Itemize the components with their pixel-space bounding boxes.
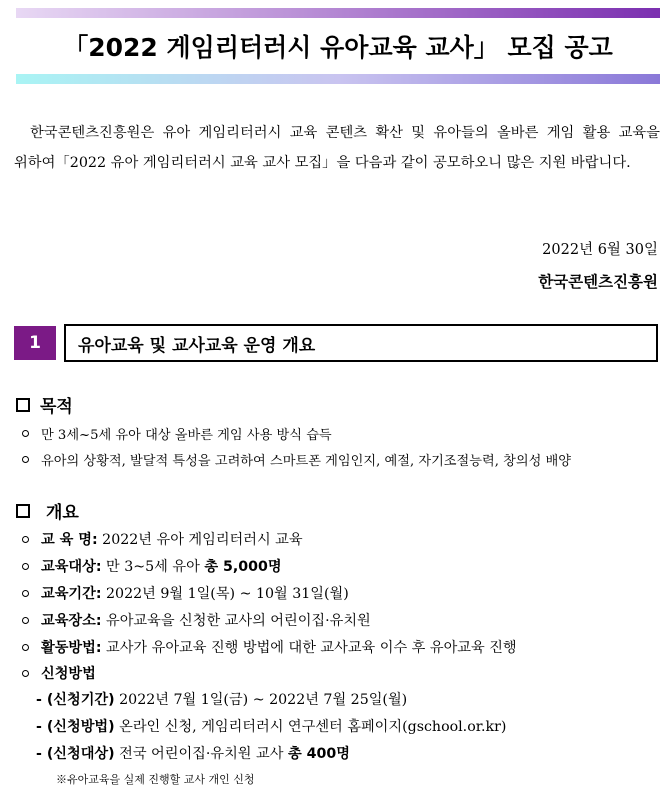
list-item: 유아의 상황적, 발달적 특성을 고려하여 스마트폰 게임인지, 예절, 자기조절능력, 창의성 배양 (22, 450, 571, 469)
page-title: 「2022 게임리터러시 유아교육 교사」 모집 공고 (63, 33, 613, 62)
circle-bullet-icon (22, 456, 29, 463)
overview-heading (16, 498, 79, 523)
circle-bullet-icon (22, 563, 29, 570)
announcement-date: 2022년 6월 30일 (542, 242, 658, 258)
apply-item: - (신청방법) 온라인 신청, 게임리터러시 연구센터 홈페이지(gschool.or.kr) (36, 719, 507, 735)
circle-bullet-icon (22, 670, 29, 677)
overview-item: 교육기간: 2022년 9월 1일(목) ~ 10월 31일(월) (22, 583, 349, 603)
overview-item: 교 육 명: 2022년 유아 게임리터러시 교육 (22, 529, 303, 549)
section-number: 1 (14, 326, 56, 360)
purpose-heading (16, 392, 73, 417)
apply-note: ※유아교육을 실제 진행할 교사 개인 신청 (56, 773, 255, 786)
overview-item: 신청방법 (22, 663, 96, 683)
intro-paragraph: 한국콘텐츠진흥원은 유아 게임리터러시 교육 콘텐츠 확산 및 유아들의 올바른 게임 활용 교육을 위하여「2022 유아 게임리터러시 교육 교사 모집」을 다음과 같이 공모하오니 많은 지원 바랍니다. (14, 125, 660, 171)
purpose-heading-label: 목적 (40, 397, 73, 417)
title-banner (16, 8, 660, 86)
overview-item: 교육대상: 만 3~5세 유아 총 5,000명 (22, 556, 282, 576)
overview-item: 활동방법: 교사가 유아교육 진행 방법에 대한 교사교육 이수 후 유아교육 진행 (22, 637, 517, 657)
circle-bullet-icon (22, 644, 29, 651)
section-title: 유아교육 및 교사교육 운영 개요 (64, 324, 658, 362)
overview-item: 교육장소: 유아교육을 신청한 교사의 어린이집·유치원 (22, 610, 371, 630)
circle-bullet-icon (22, 590, 29, 597)
checkbox-icon (16, 504, 30, 518)
checkbox-icon (16, 398, 30, 412)
title-bar-bottom (16, 74, 660, 84)
apply-item: - (신청기간) 2022년 7월 1일(금) ~ 2022년 7월 25일(월) (36, 692, 408, 708)
organization-name: 한국콘텐츠진흥원 (538, 273, 658, 291)
title-bar-top (16, 8, 660, 18)
overview-heading-label: 개요 (46, 503, 79, 523)
circle-bullet-icon (22, 617, 29, 624)
circle-bullet-icon (22, 430, 29, 437)
list-item: 만 3세~5세 유아 대상 올바른 게임 사용 방식 습득 (22, 424, 332, 443)
apply-item: - (신청대상) 전국 어린이집·유치원 교사 총 400명 (36, 746, 350, 762)
circle-bullet-icon (22, 536, 29, 543)
